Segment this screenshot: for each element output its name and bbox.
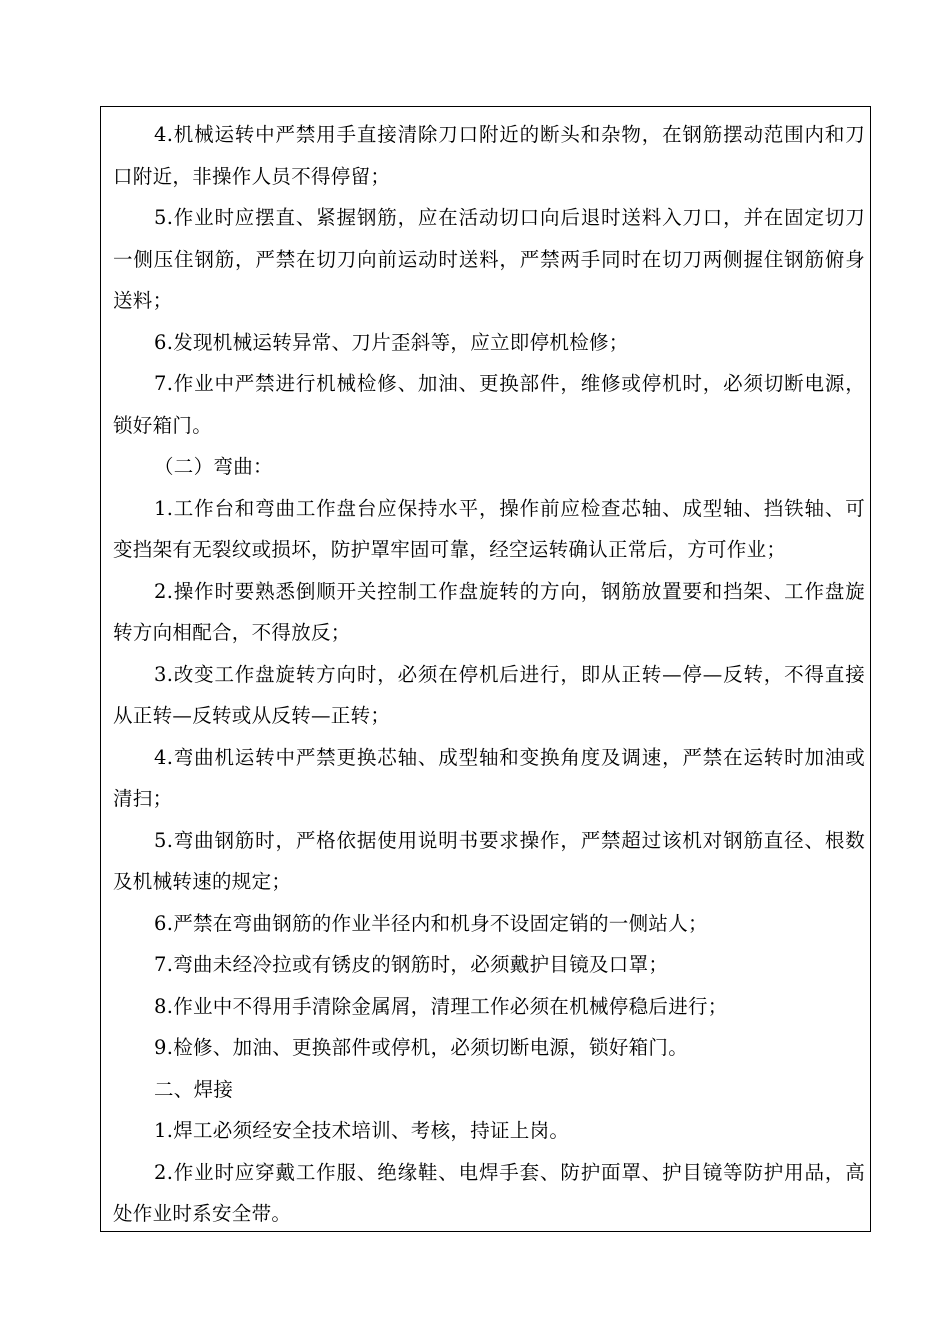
welding-item-1: 1.焊工必须经安全技术培训、考核，持证上岗。 xyxy=(154,1119,570,1142)
bending-item-7: 7.弯曲未经冷拉或有锈皮的钢筋时，必须戴护目镜及口罩； xyxy=(154,953,669,976)
document-body xyxy=(113,114,865,1235)
welding-section-heading: 二、焊接 xyxy=(154,1077,234,1101)
welding-item-2: 2.作业时应穿戴工作服、绝缘鞋、电焊手套、防护面罩、护目镜等防护用品，高处作业时系安全带。 xyxy=(113,1160,865,1225)
cutting-item-6: 6.发现机械运转异常、刀片歪斜等，应立即停机检修； xyxy=(154,330,629,354)
cutting-item-4: 4.机械运转中严禁用手直接清除刀口附近的断头和杂物，在钢筋摆动范围内和刀口附近，非操作人员不得停留； xyxy=(113,123,865,188)
bending-section-heading: （二）弯曲： xyxy=(154,455,273,478)
bending-item-5: 5.弯曲钢筋时，严格依据使用说明书要求操作，严禁超过该机对钢筋直径、根数及机械转速的规定； xyxy=(113,828,865,893)
bending-item-8: 8.作业中不得用手清除金属屑，清理工作必须在机械停稳后进行； xyxy=(154,994,728,1018)
bending-item-9: 9.检修、加油、更换部件或停机，必须切断电源，锁好箱门。 xyxy=(154,1036,689,1059)
bending-item-3: 3.改变工作盘旋转方向时，必须在停机后进行，即从正转—停—反转，不得直接从正转—反转或从反转—正转； xyxy=(113,662,865,727)
bending-item-1: 1.工作台和弯曲工作盘台应保持水平，操作前应检查芯轴、成型轴、挡铁轴、可变挡架有无裂纹或损坏，防护罩牢固可靠，经空运转确认正常后，方可作业； xyxy=(113,496,865,561)
cutting-item-5: 5.作业时应摆直、紧握钢筋，应在活动切口向后退时送料入刀口，并在固定切刀一侧压住钢筋，严禁在切刀向前运动时送料，严禁两手同时在切刀两侧握住钢筋俯身送料； xyxy=(113,206,865,312)
bending-item-4: 4.弯曲机运转中严禁更换芯轴、成型轴和变换角度及调速，严禁在运转时加油或清扫； xyxy=(113,745,865,810)
bending-item-2: 2.操作时要熟悉倒顺开关控制工作盘旋转的方向，钢筋放置要和挡架、工作盘旋转方向相配合，不得放反； xyxy=(113,579,865,644)
bending-item-6: 6.严禁在弯曲钢筋的作业半径内和机身不设固定销的一侧站人； xyxy=(154,911,708,935)
cutting-item-7: 7.作业中严禁进行机械检修、加油、更换部件，维修或停机时，必须切断电源，锁好箱门。 xyxy=(113,372,865,437)
